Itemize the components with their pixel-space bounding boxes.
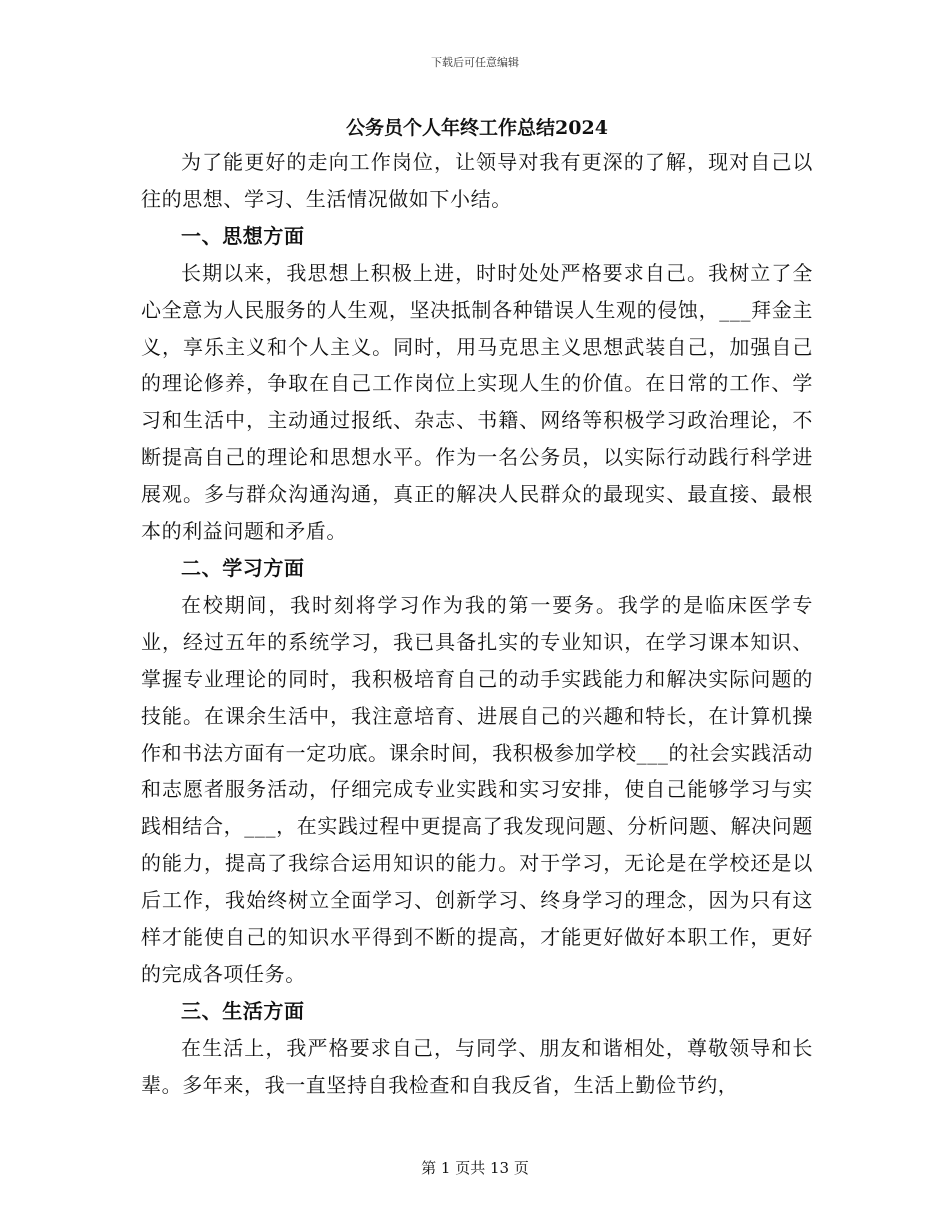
page-number-footer: 第 1 页共 13 页 (421, 1159, 529, 1177)
header-note: 下载后可任意编辑 (431, 56, 519, 69)
document-title: 公务员个人年终工作总结2024 (346, 117, 608, 139)
section-heading-thought: 一、思想方面 (181, 223, 305, 248)
section-heading-life: 三、生活方面 (181, 998, 305, 1023)
section-paragraph-study: 在校期间，我时刻将学习作为我的第一要务。我学的是临床医学专业，经过五年的系统学习，我已具备扎实的专业知识，在学习课本知识、掌握专业理论的同时，我积极培育自己的动手实践能力和解决实际问题的技能。在课余生活中，我注意培育、进展自己的兴趣和特长，在计算机操作和书法方面有一定功底。课余时间，我积极参加学校___的社会实践活动和志愿者服务活动，仔细完成专业实践和实习安排，使自己能够学习与实践相结合，___，在实践过程中更提高了我发现问题、分析问题、解决问题的能力，提高了我综合运用知识的能力。对于学习，无论是在学校还是以后工作，我始终树立全面学习、创新学习、终身学习的理念，因为只有这样才能使自己的知识水平得到不断的提高，才能更好做好本职工作，更好的完成各项任务。 (141, 592, 813, 986)
section-paragraph-life: 在生活上，我严格要求自己，与同学、朋友和谐相处，尊敬领导和长辈。多年来，我一直坚持自我检查和自我反省，生活上勤俭节约， (141, 1035, 813, 1097)
intro-paragraph: 为了能更好的走向工作岗位，让领导对我有更深的了解，现对自己以往的思想、学习、生活情况做如下小结。 (141, 150, 813, 211)
section-paragraph-thought: 长期以来，我思想上积极上进，时时处处严格要求自己。我树立了全心全意为人民服务的人生观，坚决抵制各种错误人生观的侵蚀，___拜金主义，享乐主义和个人主义。同时，用马克思主义思想武装自己，加强自己的理论修养，争取在自己工作岗位上实现人生的价值。在日常的工作、学习和生活中，主动通过报纸、杂志、书籍、网络等积极学习政治理论，不断提高自己的理论和思想水平。作为一名公务员，以实际行动践行科学进展观。多与群众沟通沟通，真正的解决人民群众的最现实、最直接、最根本的利益问题和矛盾。 (141, 260, 813, 544)
section-heading-study: 二、学习方面 (181, 555, 305, 580)
document-body (141, 114, 813, 1104)
